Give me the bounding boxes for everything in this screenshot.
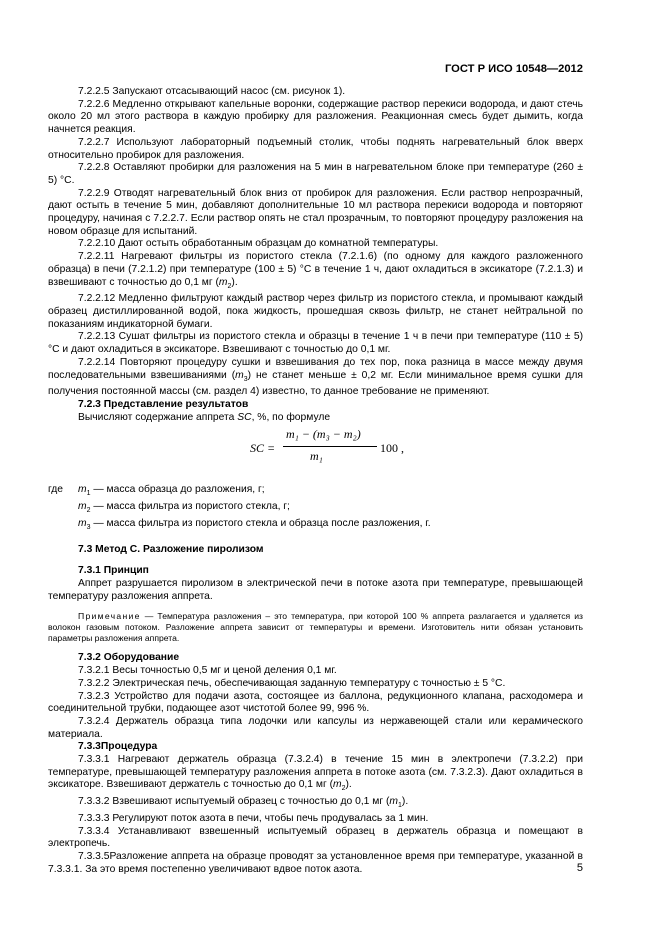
standard-header: ГОСТ Р ИСО 10548—2012 (444, 63, 583, 75)
clause-7-2-2-6: 7.2.2.6 Медленно открывают капельные воронки, содержащие раствор перекиси водорода, и дают стечь около 20 мл этого раствора в каждую пробирку для разложения. Реакционная смесь будет дымить, когда начнется реакция. (48, 98, 583, 136)
clause-7-3-3-2: 7.3.3.2 Взвешивают испытуемый образец с точностью до 0,1 мг $(m_1)$. (78, 796, 409, 810)
fraction-bar (283, 446, 377, 447)
heading-7-2-3: 7.2.3 Представление результатов (78, 398, 249, 410)
clause-7-3-2-3: 7.3.2.3 Устройство для подачи азота, состоящее из баллона, редукционного клапана, расходомера и соединительной трубки, подающее азот чистотой более 99, 996 %. (48, 690, 583, 715)
clause-7-2-2-14: 7.2.2.14 Повторяют процедуру сушки и взвешивания до тех пор, пока разница в массе между двумя последовательными взвешиваниями $(m_3)$ не станет меньше ± 0,2 мг. Если минимальное время сушки для получения постоянной массы (см. раздел 4) известно, то данное требование не применяют. (48, 356, 583, 398)
clause-7-3-2-4: 7.3.2.4 Держатель образца типа лодочки или капсулы из нержавеющей стали или керамического материала. (48, 715, 583, 740)
legend-row-m3: $m_3$ — масса фильтра из пористого стекла и образца после разложения, г. (78, 517, 431, 531)
clause-7-2-2-12: 7.2.2.12 Медленно фильтруют каждый раствор через фильтр из пористого стекла, и промывают каждый образец дистиллированной водой, пока жидкость, прошедшая сквозь фильтр, не станет нейтральной по показаниям индикаторной бумаги. (48, 293, 583, 330)
clause-7-3-3-3: 7.3.3.3 Регулируют поток азота в печи, чтобы печь продувалась за 1 мин. (78, 812, 429, 824)
clause-7-3-3-4: 7.3.3.4 Устанавливают взвешенный испытуемый образец в держатель образца и помещают в электропечь. (48, 825, 583, 850)
legend-row-m1: где $m_1$ — масса образца до разложения, г; (48, 484, 583, 501)
clause-7-3-2-1: 7.3.2.1 Весы точностью 0,5 мг и ценой деления 0,1 мг. (78, 665, 337, 677)
formula-numerator: m₁ − (m₃ − m₂) (286, 427, 361, 442)
principle-text: Аппрет разрушается пиролизом в электрической печи в потоке азота при температуре, превышающей температуру разложения аппрета. (48, 578, 583, 602)
note-text: — Температура разложения – это температура, при которой 100 % аппрета разлагается и удаляется из волокон газовым потоком. Разложение аппрета зависит от температуры и времени. Изготовитель нити обязан установить параметры разложения аппрета. (48, 611, 583, 644)
clause-7-3-3-1: 7.3.3.1 Нагревают держатель образца (7.3.2.4) в течение 15 мин в электропечи (7.3.2.2) при температуре, превышающей температуру разложения аппрета в потоке азота (см. 7.3.2.3). Дают охладиться в эксикаторе. Взвешивают держатель с точностью до 0,1 мг $(m_2)$. (48, 754, 583, 793)
clause-7-2-2-9: 7.2.2.9 Отводят нагревательный блок вниз от пробирок для разложения. Если раствор непрозрачный, дают остыть в течение 5 мин, добавляют дополнительные 10 мл раствора перекиси водорода и повторяют процедуру, начиная с 7.2.2.7. Если раствор опять не стал прозрачным, то повторяют процедуру разложения на новом образце для испытаний. (48, 187, 583, 237)
heading-7-3: 7.3 Метод С. Разложение пиролизом (78, 543, 264, 555)
heading-7-3-1: 7.3.1 Принцип (78, 565, 149, 577)
legend-row-m2: $m_2$ — масса фильтра из пористого стекла, г; (78, 501, 290, 515)
heading-7-3-3: 7.3.3Процедура (78, 741, 158, 753)
clause-7-2-2-13: 7.2.2.13 Сушат фильтры из пористого стекла и образцы в течение 1 ч в печи при температуре (110 ± 5) °С и дают охладиться в эксикаторе. Взвешивают с точностью до 0,1 мг. (48, 331, 583, 356)
clause-7-2-2-5: 7.2.2.5 Запускают отсасывающий насос (см. рисунок 1). (78, 86, 346, 97)
note-label: Примечание (78, 611, 141, 622)
formula-lhs: SC = (250, 441, 276, 456)
clause-7-3-3-5: 7.3.3.5Разложение аппрета на образце проводят за установленное время при температуре, указанной в 7.3.3.1. За это время постепенно увеличивают вдвое поток азота. (48, 851, 583, 875)
formula-denominator: m₁ (310, 449, 323, 464)
legend-key: где (48, 484, 64, 496)
formula-legend (48, 484, 583, 534)
clause-7-2-2-8: 7.2.2.8 Оставляют пробирки для разложения на 5 мин в нагревательном блоке при температуре (260 ± 5) °С. (48, 162, 583, 186)
clause-7-3-2-2: 7.3.2.2 Электрическая печь, обеспечивающая заданную температуру с точностью ± 5 °С. (78, 677, 506, 689)
page-number: 5 (576, 862, 583, 874)
formula-multiplier: 100 , (380, 441, 404, 456)
heading-7-3-2: 7.3.2 Оборудование (78, 652, 180, 664)
document-body (48, 86, 583, 876)
note (48, 611, 583, 644)
clause-7-2-2-11: 7.2.2.11 Нагревают фильтры из пористого стекла (7.2.1.6) (по одному для каждого разложенного образца) в печи (7.2.1.2) при температуре (100 ± 5) °С в течение 1 ч, дают охладиться в эксикаторе (7.2.1.3) и взвешивают с точностью до 0,1 мг $(m_2)$. (48, 251, 583, 290)
results-intro: Вычисляют содержание аппрета SC, %, по формуле (78, 411, 331, 423)
formula-sc (48, 428, 583, 480)
clause-7-2-2-10: 7.2.2.10 Дают остыть обработанным образцам до комнатной температуры. (78, 238, 439, 250)
clause-7-2-2-7: 7.2.2.7 Используют лабораторный подъемный столик, чтобы поднять нагревательный блок вверх относительно пробирок для разложения. (48, 136, 583, 161)
